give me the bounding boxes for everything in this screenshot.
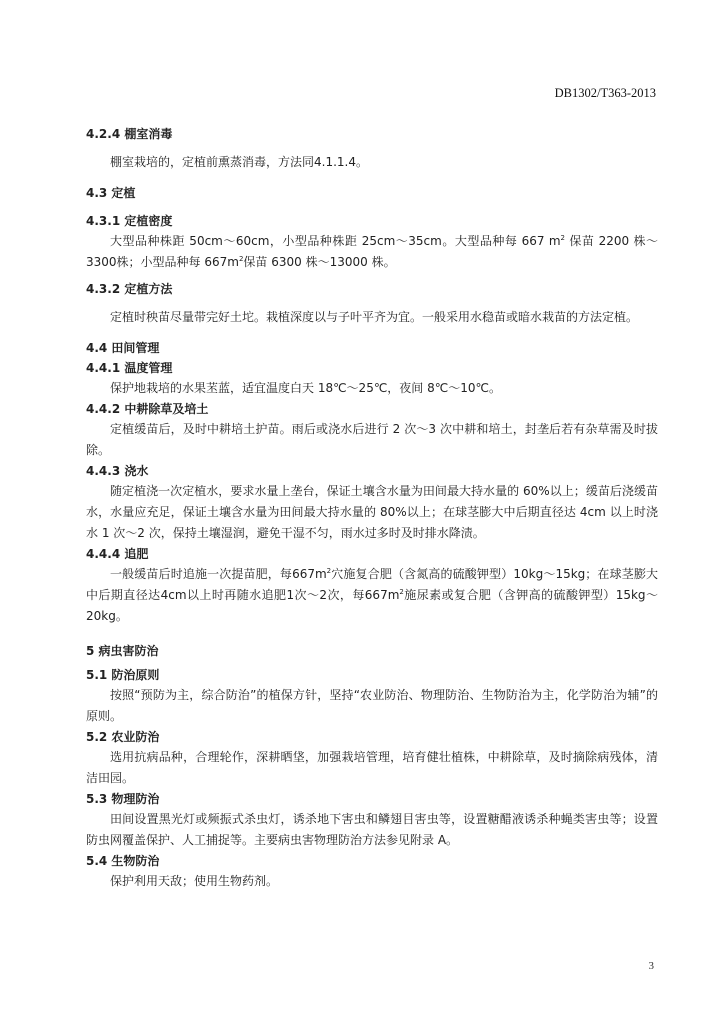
document-body [86,124,658,892]
text-segment: 一般缓苗后时追施一次提苗肥，每667m [110,567,327,581]
paragraph-4-4-3: 随定植浇一次定植水，要求水量上垄台，保证土壤含水量为田间最大持水量的 60%以上；缓苗后浇缓苗水，水量应充足，保证土壤含水量为田间最大持水量的 80%以上；在球茎膨大中后期直径达 4cm 以上时浇水 1 次～2 次，保持土壤湿润，避免干湿不匀，雨水过多时及时排水降渍。 [86,484,658,540]
paragraph-4-3-1 [86,231,658,273]
paragraph-4-4-1: 保护地栽培的水果苤蓝，适宜温度白天 18℃～25℃，夜间 8℃～10℃。 [110,381,501,395]
heading-5-2: 5.2 农业防治 [86,730,160,744]
text-segment: 保苗 2200 株～3300株；小型品种每 667m [86,234,658,269]
text-segment: 保苗 6300 株～13000 株。 [243,255,396,269]
heading-5-1: 5.1 防治原则 [86,668,160,682]
heading-4-3-1: 4.3.1 定植密度 [86,214,173,228]
paragraph-5-3: 田间设置黑光灯或频振式杀虫灯，诱杀地下害虫和鳞翅目害虫等，设置糖醋液诱杀种蝇类害虫等；设置防虫网覆盖保护、人工捕捉等。主要病虫害物理防治方法参见附录 A。 [86,812,658,847]
paragraph-5-1: 按照“预防为主，综合防治”的植保方针，坚持“农业防治、物理防治、生物防治为主，化学防治为辅”的原则。 [86,688,658,723]
superscript: 2 [326,567,332,575]
heading-5-4: 5.4 生物防治 [86,854,160,868]
heading-4-4: 4.4 田间管理 [86,341,160,355]
paragraph-4-2-4: 棚室栽培的，定植前熏蒸消毒，方法同4.1.1.4。 [110,155,368,169]
heading-5-3: 5.3 物理防治 [86,792,160,806]
paragraph-4-4-2: 定植缓苗后，及时中耕培土护苗。雨后或浇水后进行 2 次～3 次中耕和培土，封垄后若有杂草需及时拔除。 [86,422,658,457]
heading-4-4-2: 4.4.2 中耕除草及培土 [86,402,209,416]
heading-4-4-3: 4.4.3 浇水 [86,464,149,478]
heading-5: 5 病虫害防治 [86,644,159,658]
paragraph-4-3-2: 定植时秧苗尽量带完好土坨。栽植深度以与子叶平齐为宜。一般采用水稳苗或暗水栽苗的方法定植。 [110,310,639,324]
paragraph-5-4: 保护利用天敌；使用生物药剂。 [110,874,279,888]
heading-4-4-1: 4.4.1 温度管理 [86,361,173,375]
paragraph-4-4-4 [86,564,658,627]
text-segment: 施尿素或复合肥（含钾高的硫酸钾型）15kg～20kg。 [86,588,658,623]
heading-4-3-2: 4.3.2 定植方法 [86,282,173,296]
heading-4-4-4: 4.4.4 追肥 [86,547,149,561]
document-id: DB1302/T363-2013 [554,86,656,100]
superscript: 2 [238,255,244,263]
heading-4-3: 4.3 定植 [86,186,136,200]
page-number: 3 [648,960,654,972]
paragraph-5-2: 选用抗病品种，合理轮作，深耕晒垡，加强栽培管理，培育健壮植株，中耕除草，及时摘除病残体，清洁田园。 [86,750,658,785]
text-segment: 大型品种株距 50cm～60cm，小型品种株距 25cm～35cm。大型品种每 667 m [110,234,561,248]
superscript: 2 [560,234,566,242]
heading-4-2-4: 4.2.4 棚室消毒 [86,127,173,141]
superscript: 2 [399,588,404,596]
text-segment: 穴施复合肥（含氮高的硫酸钾型）10kg～15kg；在球茎膨大中后期直径达4cm以上时再随水追肥1次～2次，每667m [86,567,658,602]
